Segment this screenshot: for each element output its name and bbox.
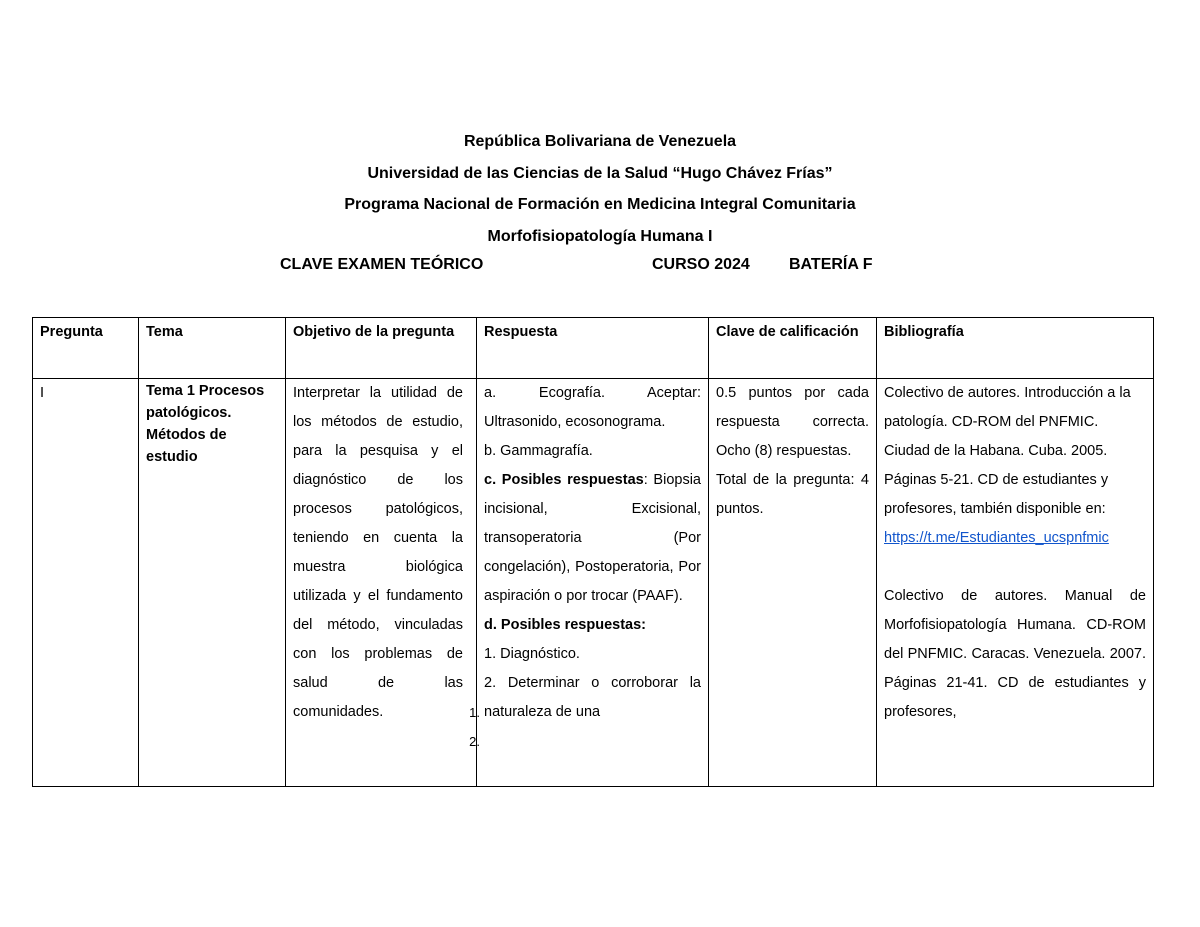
cell-tema: Tema 1 Procesos patológicos. Métodos de estudio [139, 379, 286, 787]
answer-key-table [32, 317, 1154, 787]
biblio-spacer [884, 553, 1146, 582]
header-republic: República Bolivariana de Venezuela [463, 133, 737, 150]
header-objetivo: Objetivo de la pregunta [286, 318, 477, 379]
document-header [0, 126, 1200, 252]
exam-title: CLAVE EXAMEN TEÓRICO [280, 256, 484, 273]
stray-mark-1: 1. [469, 705, 480, 720]
exam-course: CURSO 2024 [652, 256, 750, 273]
objetivo-text: Interpretar la utilidad de los métodos de estudio, para la pesquisa y el diagnóstico de los procesos patológicos, teniendo en cuenta la muestra biológica utilizada y el fundamento del método, vinculadas con los problemas de salud de las comunidades. [293, 385, 463, 720]
header-pregunta: Pregunta [33, 318, 139, 379]
respuesta-d-label: d. Posibles respuestas: [484, 617, 646, 633]
biblio-ref-2: Colectivo de autores. Manual de Morfofisiopatología Humana. CD-ROM del PNFMIC. Caracas. Venezuela. 2007. Páginas 21-41. CD de estudiantes y profesores, [884, 588, 1146, 720]
cell-respuesta [477, 379, 709, 787]
exam-battery: BATERÍA F [789, 256, 873, 273]
table-row [33, 379, 1154, 787]
header-university: Universidad de las Ciencias de la Salud “Hugo Chávez Frías” [367, 164, 833, 182]
telegram-link[interactable]: https://t.me/Estudiantes_ucspnfmic [884, 530, 1109, 546]
header-respuesta: Respuesta [477, 318, 709, 379]
respuesta-d1: 1. Diagnóstico. [484, 646, 580, 662]
respuesta-c [484, 466, 701, 611]
stray-mark-2: 2. [469, 734, 480, 749]
clave-points: 0.5 puntos por cada respuesta correcta. Ocho (8) respuestas. [716, 385, 869, 459]
header-program: Programa Nacional de Formación en Medicina Integral Comunitaria [344, 196, 856, 213]
header-tema: Tema [139, 318, 286, 379]
respuesta-a: a. Ecografía. Aceptar: Ultrasonido, ecosonograma. [484, 385, 701, 430]
header-clave: Clave de calificación [709, 318, 877, 379]
cell-bibliografia [877, 379, 1154, 787]
respuesta-b: b. Gammagrafía. [484, 443, 593, 459]
cell-objetivo [286, 379, 480, 787]
table-header-row [33, 318, 1154, 379]
respuesta-c-label: c. Posibles respuestas [484, 472, 644, 488]
cell-pregunta: I [33, 379, 139, 787]
respuesta-c-text: : Biopsia incisional, Excisional, transoperatoria (Por congelación), Postoperatoria, Por aspiración o por trocar (PAAF). [484, 472, 701, 604]
header-bibliografia: Bibliografía [877, 318, 1154, 379]
respuesta-d2: 2. Determinar o corroborar la naturaleza de una [484, 675, 701, 720]
clave-total: Total de la pregunta: 4 puntos. [716, 472, 869, 517]
cell-clave [709, 379, 877, 787]
header-subject: Morfofisiopatología Humana I [487, 227, 713, 245]
biblio-ref-1: Colectivo de autores. Introducción a la patología. CD-ROM del PNFMIC. Ciudad de la Habana. Cuba. 2005. Páginas 5-21. CD de estudiantes y profesores, también disponible en: [884, 385, 1131, 517]
